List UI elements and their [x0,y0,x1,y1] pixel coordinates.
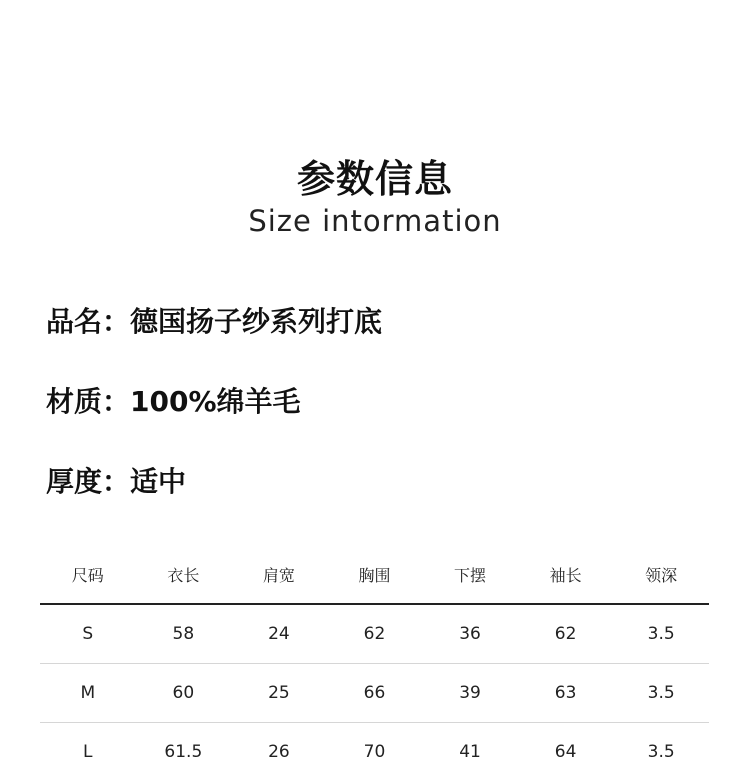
table-cell: 3.5 [613,604,709,664]
table-cell: S [40,604,136,664]
table-cell: M [40,664,136,723]
table-cell: 62 [327,604,423,664]
table-cell: 58 [136,604,232,664]
table-cell: 26 [231,723,327,781]
table-cell: 36 [422,604,518,664]
table-cell: L [40,723,136,781]
product-name: 品名：德国扬子纱系列打底 [46,304,382,340]
table-cell: 25 [231,664,327,723]
table-cell: 62 [518,604,614,664]
table-cell: 61.5 [136,723,232,781]
table-cell: 70 [327,723,423,781]
table-cell: 24 [231,604,327,664]
table-header-row [40,545,709,604]
table-cell: 64 [518,723,614,781]
column-header: 胸围 [327,545,423,604]
size-table [40,545,709,781]
column-header: 袖长 [518,545,614,604]
page-subtitle: Size intormation [0,202,750,240]
column-header: 肩宽 [231,545,327,604]
table-cell: 60 [136,664,232,723]
table-row [40,723,709,781]
column-header: 下摆 [422,545,518,604]
table-row [40,604,709,664]
column-header: 领深 [613,545,709,604]
table-cell: 3.5 [613,664,709,723]
table-cell: 41 [422,723,518,781]
table-cell: 63 [518,664,614,723]
page-title: 参数信息 [0,154,750,204]
product-thickness: 厚度：适中 [46,464,186,500]
table-cell: 3.5 [613,723,709,781]
section-header [0,154,750,240]
column-header: 衣长 [136,545,232,604]
column-header: 尺码 [40,545,136,604]
product-material: 材质：100%绵羊毛 [46,384,301,420]
table-row [40,664,709,723]
table-cell: 39 [422,664,518,723]
table-cell: 66 [327,664,423,723]
